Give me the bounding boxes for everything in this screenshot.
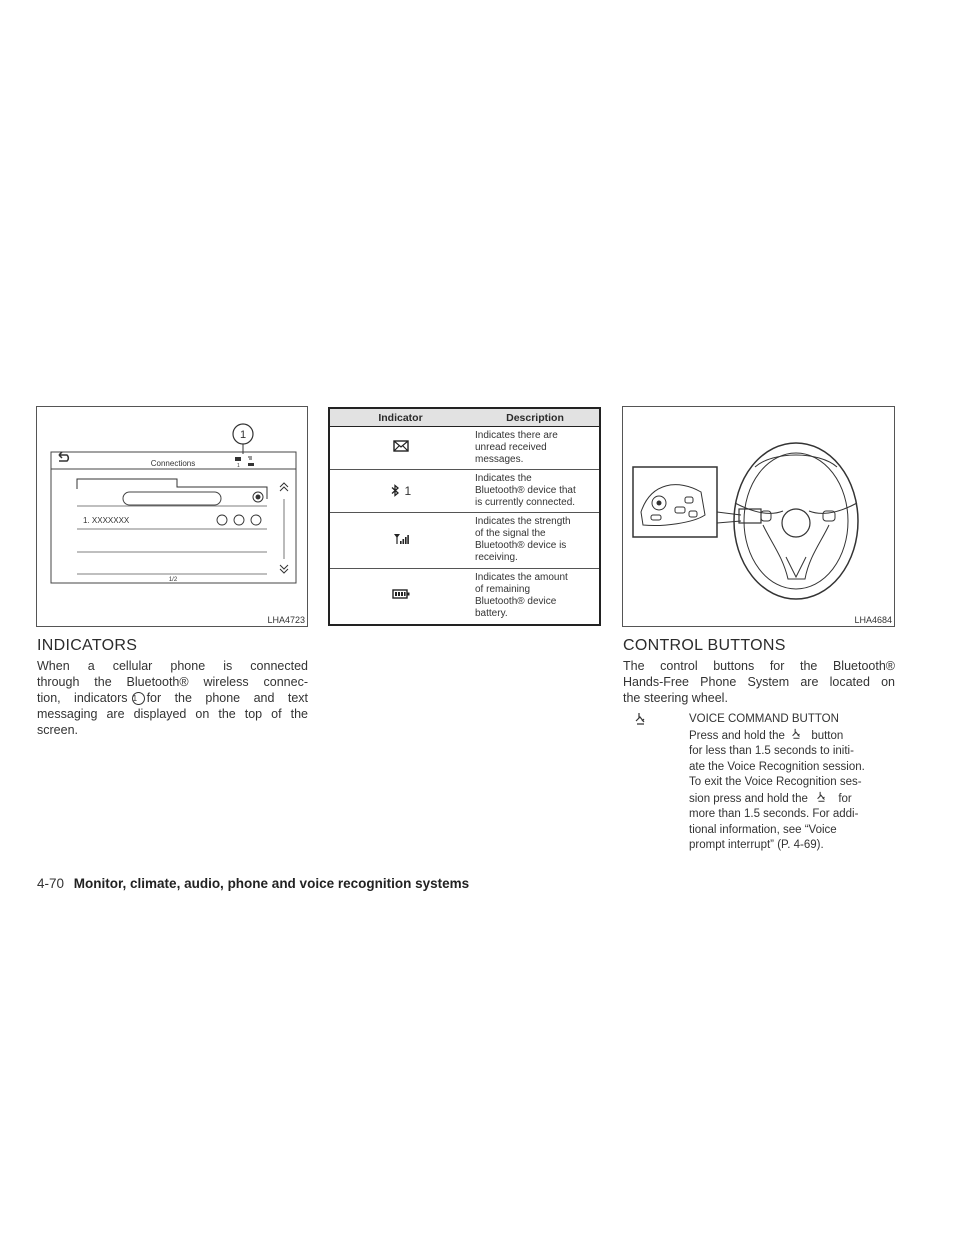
screen-title: Connections: [150, 459, 196, 468]
description-line: Bluetooth® device: [475, 596, 557, 607]
instruction-line: for less than 1.5 seconds to initi-: [689, 745, 854, 757]
instruction-line: tional information, see “Voice: [689, 823, 837, 836]
signal-status-icon: [248, 457, 252, 459]
indicator-table: [328, 407, 601, 626]
scroll-down-icon: [280, 565, 288, 573]
description-line: Indicates the: [475, 473, 532, 484]
envelope-status-icon: [235, 457, 241, 461]
paragraph-line: [37, 690, 308, 706]
description-line: of the signal the: [475, 528, 546, 539]
back-arrow-icon: [59, 452, 68, 461]
description-line: Indicates the amount: [475, 572, 568, 583]
voice-button-icon: [675, 507, 685, 513]
connections-screen-figure: [36, 406, 308, 627]
voice-command-icon: [633, 712, 647, 726]
battery-icon: [392, 589, 410, 599]
voice-command-icon: [815, 791, 827, 803]
description-cell: [471, 569, 600, 625]
paragraph-line: messaging are displayed on the top of the: [37, 707, 308, 721]
steering-wheel-rim: [734, 443, 858, 599]
bluetooth-icon: [390, 484, 400, 497]
voice-command-title: VOICE COMMAND BUTTON: [689, 713, 839, 725]
connected-device-list-item: 1. XXXXXXX: [83, 516, 130, 525]
control-buttons-paragraph: [623, 658, 895, 706]
table-row: [329, 569, 600, 625]
description-line: receiving.: [475, 552, 518, 563]
instruction-line: more than 1.5 seconds. For addi-: [689, 808, 859, 820]
indicators-heading: INDICATORS: [37, 637, 138, 654]
battery-status-icon: [248, 463, 254, 466]
section-title: Monitor, climate, audio, phone and voice recognition systems: [73, 876, 470, 891]
callout-marker: 1: [132, 692, 145, 705]
scroll-up-icon: [280, 483, 288, 491]
figure-code: LHA4723: [267, 615, 305, 625]
instruction-line: To exit the Voice Recognition ses-: [689, 776, 862, 788]
instruction-line: prompt interrupt” (P. 4-69).: [689, 839, 824, 851]
description-cell: [471, 427, 600, 470]
phone-profile-icon: [217, 515, 227, 525]
paragraph-text: for the phone and text: [146, 691, 308, 705]
signal-strength-icon: [393, 533, 409, 545]
paragraph-line: When a cellular phone is connected: [37, 659, 308, 673]
description-line: Indicates the strength: [475, 516, 571, 527]
description-column-header: Description: [471, 408, 600, 427]
instruction-text: Press and hold the: [689, 729, 785, 742]
table-row: [329, 513, 600, 569]
info-icon: [251, 515, 261, 525]
table-row: [329, 427, 600, 470]
instruction-line: ate the Voice Recognition session.: [689, 760, 865, 773]
description-line: messages.: [475, 454, 524, 465]
steering-wheel-figure: [622, 406, 895, 627]
paragraph-line: The control buttons for the Bluetooth®: [623, 659, 895, 673]
instruction-line: [689, 791, 909, 808]
description-line: battery.: [475, 608, 508, 619]
figure-code: LHA4684: [854, 615, 892, 625]
page-number: 4-70: [37, 876, 65, 891]
control-buttons-heading: CONTROL BUTTONS: [623, 637, 786, 654]
paragraph-line: screen.: [37, 723, 78, 737]
instruction-text: sion press and hold the: [689, 792, 808, 805]
description-line: is currently connected.: [475, 497, 576, 508]
indicators-paragraph: [37, 658, 308, 738]
description-cell: [471, 513, 600, 569]
description-line: unread received: [475, 442, 547, 453]
page-indicator: 1/2: [168, 577, 178, 583]
paragraph-text: tion, indicators: [37, 691, 128, 705]
instruction-line: [689, 728, 909, 745]
table-row: [329, 470, 600, 513]
svg-text:1: 1: [237, 463, 240, 469]
page-footer: [37, 876, 469, 891]
description-cell: [471, 470, 600, 513]
envelope-icon: [393, 440, 409, 452]
device-number: 1: [404, 483, 412, 498]
description-line: Bluetooth® device is: [475, 540, 567, 551]
description-line: of remaining: [475, 584, 531, 595]
paragraph-line: through the Bluetooth® wireless connec-: [37, 675, 308, 689]
description-line: Bluetooth® device that: [475, 485, 576, 496]
voice-command-icon: [790, 728, 802, 740]
steering-wheel-hub: [782, 509, 810, 537]
callout-number: 1: [239, 429, 247, 441]
paragraph-line: the steering wheel.: [623, 691, 728, 705]
audio-profile-icon: [234, 515, 244, 525]
instruction-text: button: [811, 729, 844, 742]
steering-wheel-illustration: [623, 407, 894, 626]
paragraph-line: Hands-Free Phone System are located on: [623, 675, 895, 689]
indicator-column-header: Indicator: [329, 408, 471, 427]
connections-screen-illustration: [37, 407, 307, 626]
table-header-row: [329, 408, 600, 427]
instruction-text: for: [838, 792, 852, 805]
description-line: Indicates there are: [475, 430, 558, 441]
